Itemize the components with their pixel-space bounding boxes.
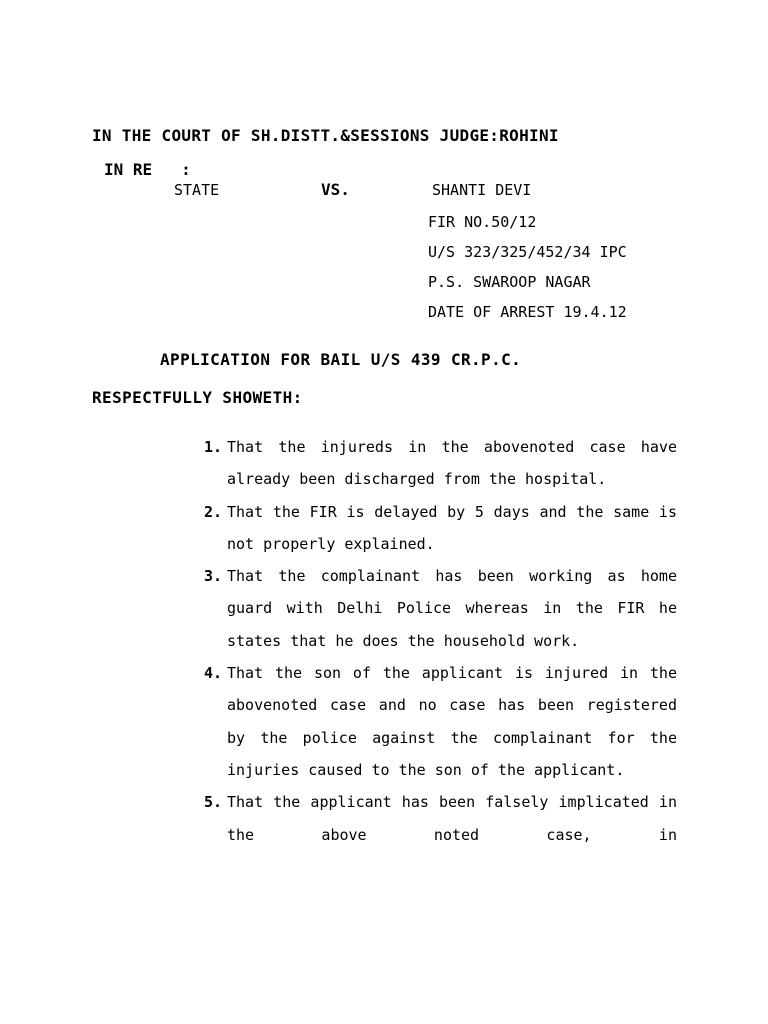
party-accused: SHANTI DEVI (432, 181, 532, 199)
list-item (204, 496, 677, 561)
point-text: That the applicant has been falsely implicated in the above noted case, in (227, 793, 677, 844)
point-number: 1. (204, 438, 223, 456)
court-title: IN THE COURT OF SH.DISTT.&SESSIONS JUDGE:ROHINI (92, 126, 559, 145)
fir-number: FIR NO.50/12 (428, 213, 537, 231)
grounds-list (204, 431, 677, 851)
list-item (204, 786, 677, 851)
party-state: STATE (174, 181, 220, 199)
police-station: P.S. SWAROOP NAGAR (428, 273, 591, 291)
salutation: RESPECTFULLY SHOWETH: (92, 388, 303, 407)
list-item (204, 431, 677, 496)
list-item (204, 657, 677, 786)
versus-label: VS. (321, 180, 350, 199)
list-item (204, 560, 677, 657)
point-number: 2. (204, 502, 223, 521)
point-number: 3. (204, 567, 223, 586)
point-text: That the complainant has been working as home guard with Delhi Police whereas in the FIR he states that he does the household work. (227, 567, 677, 650)
application-heading: APPLICATION FOR BAIL U/S 439 CR.P.C. (160, 350, 522, 369)
point-number: 4. (204, 664, 223, 683)
in-re-label: IN RE : (104, 160, 191, 179)
point-text: That the son of the applicant is injured in the abovenoted case and no case has been registered by the police against the complainant for the injuries caused to the son of the applicant. (227, 664, 677, 779)
point-text: That the FIR is delayed by 5 days and the same is not properly explained. (227, 502, 677, 553)
point-number: 5. (204, 793, 223, 812)
sections-invoked: U/S 323/325/452/34 IPC (428, 243, 627, 261)
date-of-arrest: DATE OF ARREST 19.4.12 (428, 303, 627, 321)
point-text: That the injureds in the abovenoted case have already been discharged from the hospital. (227, 438, 677, 489)
